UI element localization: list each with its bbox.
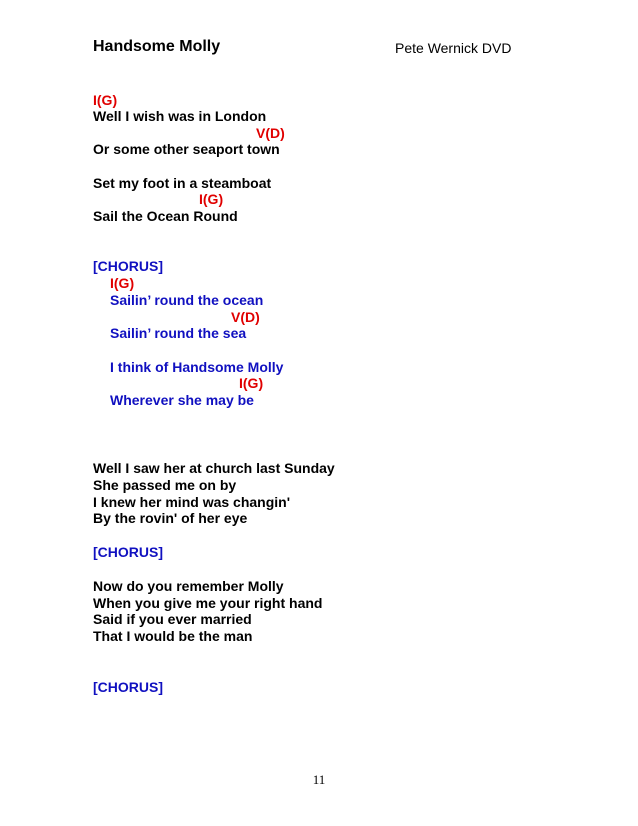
lyric-line: By the rovin' of her eye <box>93 510 248 526</box>
lyric-line: Now do you remember Molly <box>93 578 284 594</box>
lyric-line: She passed me on by <box>93 477 237 493</box>
lyric-line: That I would be the man <box>93 628 253 644</box>
lyric-line: Said if you ever married <box>93 611 252 627</box>
chorus-tag: [CHORUS] <box>93 258 163 274</box>
chord-label: V(D) <box>256 125 285 141</box>
chorus-tag: [CHORUS] <box>93 679 163 695</box>
chord-label: I(G) <box>110 275 135 291</box>
song-title: Handsome Molly <box>93 38 221 55</box>
chord-label: I(G) <box>93 92 118 108</box>
lyric-line: Set my foot in a steamboat <box>93 175 272 191</box>
lyric-line: I knew her mind was changin' <box>93 494 291 510</box>
chord-label: I(G) <box>199 191 224 207</box>
chord-label: V(D) <box>231 309 260 325</box>
chorus-line: Wherever she may be <box>110 392 254 408</box>
chord-label: I(G) <box>239 375 264 391</box>
source-label: Pete Wernick DVD <box>395 40 512 56</box>
lyric-line: Sail the Ocean Round <box>93 208 238 224</box>
lyric-line: When you give me your right hand <box>93 595 323 611</box>
chorus-tag: [CHORUS] <box>93 544 163 560</box>
lyric-line: Or some other seaport town <box>93 141 280 157</box>
page-number: 11 <box>312 772 326 787</box>
lyric-line: Well I wish was in London <box>93 108 267 124</box>
chorus-line: I think of Handsome Molly <box>110 359 284 375</box>
lyric-line: Well I saw her at church last Sunday <box>93 460 335 476</box>
chorus-line: Sailin’ round the ocean <box>110 292 264 308</box>
chorus-line: Sailin’ round the sea <box>110 325 247 341</box>
